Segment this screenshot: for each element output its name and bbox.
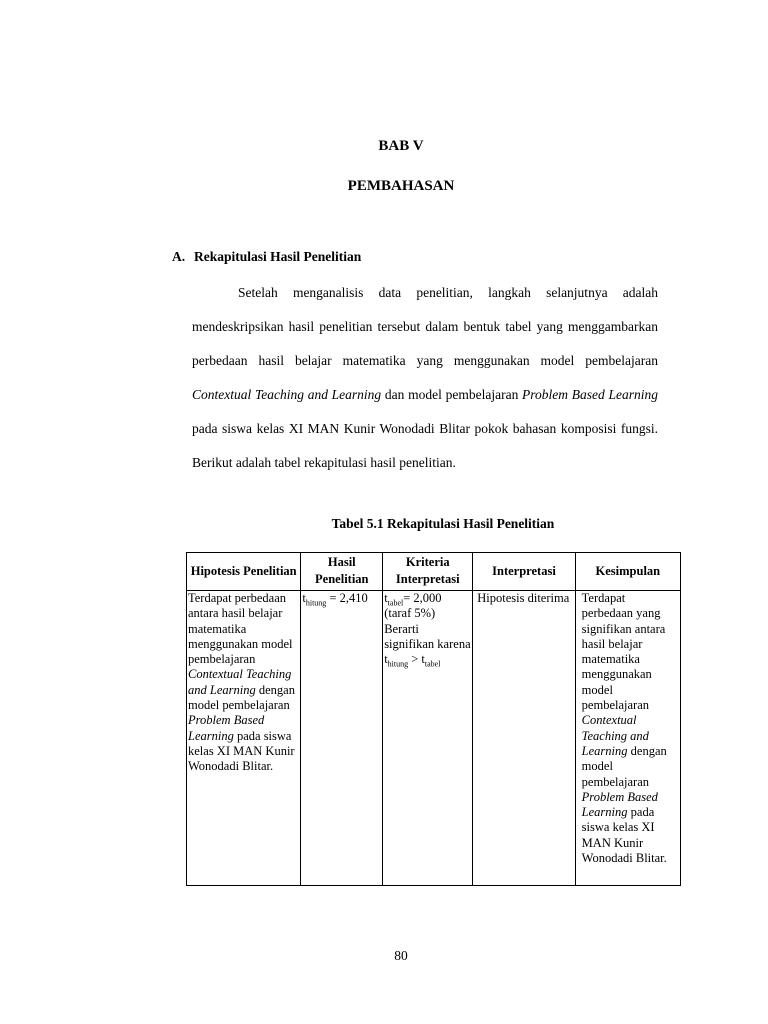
hipotesis-italic-ctl: Contextual Teaching and Learning (188, 667, 292, 697)
recap-table (186, 552, 681, 886)
section-number: A. (172, 249, 186, 264)
hasil-value: = 2,410 (326, 591, 368, 605)
cell-interpretasi: Hipotesis diterima (473, 591, 575, 886)
header-kesimpulan: Kesimpulan (575, 553, 680, 591)
cell-kriteria (383, 591, 473, 886)
paragraph-text-2: dan model pembelajaran (381, 387, 523, 402)
cell-hasil (301, 591, 383, 886)
section-heading (172, 249, 361, 265)
cell-kesimpulan (575, 591, 680, 886)
page-number: 80 (394, 948, 408, 963)
hipotesis-text-1: Terdapat perbedaan antara hasil belajar matematika menggunakan model pembelajaran (188, 591, 293, 667)
kesimpulan-italic-pbl: Problem Based Learning (581, 789, 658, 820)
hipotesis-text-3: pada siswa kelas XI MAN Kunir Wonodadi Blitar. (188, 728, 295, 774)
hipotesis-text-2: dengan model pembelajaran (188, 682, 295, 713)
hipotesis-italic-pbl: Problem Based Learning (188, 713, 265, 743)
kriteria-sub-tabel-2: tabel (424, 659, 441, 669)
kriteria-gt: > t (408, 652, 425, 667)
kriteria-t: t (384, 591, 388, 605)
cell-hipotesis (187, 591, 301, 886)
kriteria-value: = 2,000 (403, 591, 442, 605)
chapter-title: PEMBAHASAN (347, 178, 455, 194)
kesimpulan-italic-ctl: Contextual Teaching and Learning (581, 713, 649, 758)
hasil-sub-hitung: hitung (305, 598, 327, 608)
kriteria-text: Berarti signifikan karena t (384, 621, 471, 667)
header-hasil: Hasil Penelitian (301, 553, 383, 591)
kriteria-line-1 (384, 591, 471, 606)
table-caption: Tabel 5.1 Rekapitulasi Hasil Penelitian (331, 516, 555, 531)
table-row (187, 591, 681, 886)
header-hipotesis: Hipotesis Penelitian (187, 553, 301, 591)
kriteria-explanation (384, 622, 471, 668)
header-interpretasi: Interpretasi (473, 553, 575, 591)
paragraph-text-3: pada siswa kelas XI MAN Kunir Wonodadi Blitar pokok bahasan komposisi fungsi. Berikut adalah tabel rekapitulasi hasil penelitian. (192, 421, 658, 470)
kriteria-sub-tabel: tabel (387, 598, 404, 608)
body-paragraph (192, 276, 658, 480)
kriteria-taraf: (taraf 5%) (384, 606, 436, 621)
section-title: Rekapitulasi Hasil Penelitian (194, 249, 362, 264)
paragraph-text-1: Setelah menganalisis data penelitian, langkah selanjutnya adalah mendeskripsikan hasil penelitian tersebut dalam bentuk tabel yang menggambarkan perbedaan hasil belajar matematika yang menggunakan model pembelajaran (192, 285, 658, 368)
kesimpulan-text-1: Terdapat perbedaan yang signifikan antara hasil belajar matematika menggunakan model pembelajaran (581, 591, 666, 713)
kesimpulan-text-3: pada siswa kelas XI MAN Kunir Wonodadi Blitar. (581, 805, 667, 866)
paragraph-italic-ctl: Contextual Teaching and Learning (192, 387, 382, 402)
kesimpulan-text-2: dengan model pembelajaran (581, 743, 667, 789)
header-kriteria: Kriteria Interpretasi (383, 553, 473, 591)
chapter-label: BAB V (378, 138, 424, 154)
paragraph-italic-pbl: Problem Based Learning (522, 387, 658, 402)
table-header-row (187, 553, 681, 591)
hasil-t: t (302, 591, 306, 605)
kriteria-sub-hitung: hitung (387, 659, 409, 669)
